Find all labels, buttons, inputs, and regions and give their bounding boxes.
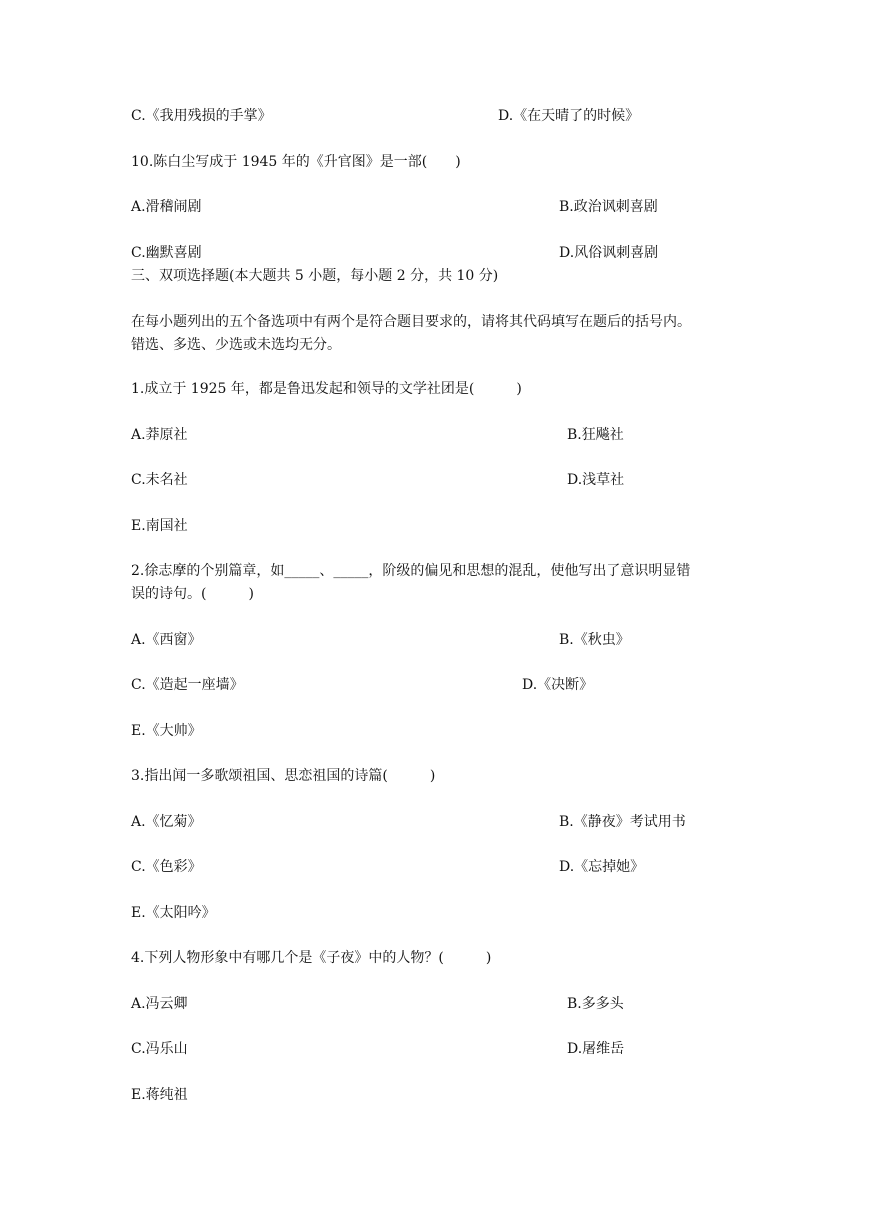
s3q3-option-c: C.《色彩》	[131, 859, 202, 875]
section3-instruction-line2: 错选、多选、少选或未选均无分。	[131, 337, 341, 353]
s3q1-option-b: B.狂飚社	[567, 427, 624, 443]
s3q4-option-a: A.冯云卿	[131, 996, 188, 1012]
q10-option-b: B.政治讽刺喜剧	[559, 199, 658, 215]
s3q4-option-c: C.冯乐山	[131, 1041, 188, 1057]
s3q1-option-c: C.未名社	[131, 472, 188, 488]
q9-option-c: C.《我用残损的手掌》	[131, 108, 272, 124]
s3q1-stem: 1.成立于 1925 年，都是鲁迅发起和领导的文学社团是( )	[131, 381, 522, 397]
s3q2-stem-line1: 2.徐志摩的个别篇章，如_____、_____，阶级的偏见和思想的混乱，使他写出了意识明显错	[131, 563, 691, 579]
s3q3-stem: 3.指出闻一多歌颂祖国、思恋祖国的诗篇( )	[131, 768, 436, 784]
s3q2-option-b: B.《秋虫》	[559, 632, 630, 648]
s3q4-option-e: E.蒋纯祖	[131, 1087, 188, 1103]
s3q4-option-d: D.屠维岳	[567, 1041, 625, 1057]
s3q3-option-d: D.《忘掉她》	[559, 859, 645, 875]
q10-option-a: A.滑稽闹剧	[131, 199, 202, 215]
s3q2-option-e: E.《大帅》	[131, 723, 202, 739]
section3-instruction-line1: 在每小题列出的五个备选项中有两个是符合题目要求的，请将其代码填写在题后的括号内。	[131, 314, 691, 330]
s3q2-option-d: D.《决断》	[522, 677, 594, 693]
q10-option-c: C.幽默喜剧	[131, 245, 202, 261]
s3q1-option-a: A.莽原社	[131, 427, 188, 443]
s3q2-stem-line2: 误的诗句。( )	[131, 586, 254, 602]
s3q1-option-d: D.浅草社	[567, 472, 625, 488]
q10-option-d: D.风俗讽刺喜剧	[559, 245, 659, 261]
s3q4-option-b: B.多多头	[567, 996, 624, 1012]
s3q3-option-e: E.《太阳吟》	[131, 905, 216, 921]
s3q4-stem: 4.下列人物形象中有哪几个是《子夜》中的人物？( )	[131, 950, 492, 966]
q10-stem: 10.陈白尘写成于 1945 年的《升官图》是一部( )	[131, 154, 461, 170]
s3q1-option-e: E.南国社	[131, 518, 188, 534]
s3q2-option-c: C.《造起一座墙》	[131, 677, 244, 693]
q9-option-d: D.《在天晴了的时候》	[498, 108, 640, 124]
s3q3-option-b: B.《静夜》考试用书	[559, 814, 686, 830]
section3-heading: 三、双项选择题(本大题共 5 小题，每小题 2 分，共 10 分)	[131, 268, 499, 284]
s3q2-option-a: A.《西窗》	[131, 632, 202, 648]
s3q3-option-a: A.《忆菊》	[131, 814, 202, 830]
